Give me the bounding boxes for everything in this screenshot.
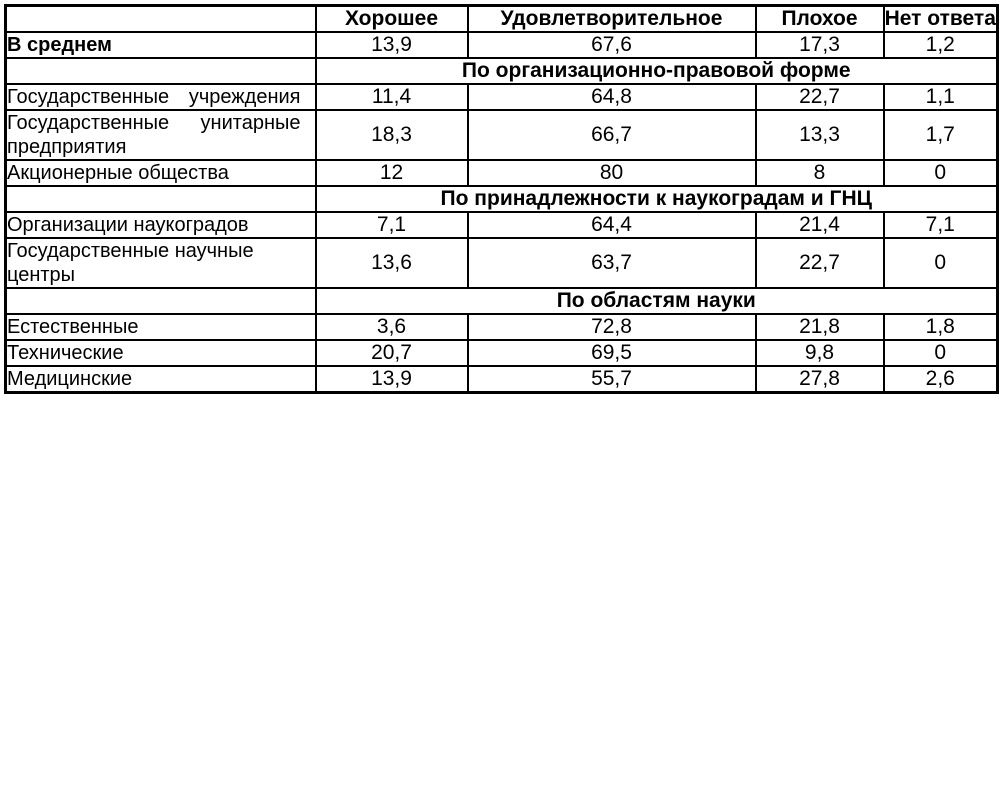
section-title-legal-form: По организационно-правовой форме bbox=[316, 58, 998, 84]
row-label-empty bbox=[6, 58, 316, 84]
cell-bad: 22,7 bbox=[756, 84, 884, 110]
cell-good: 13,9 bbox=[316, 366, 468, 393]
column-header-no-answer: Нет ответа bbox=[884, 6, 998, 33]
row-label: Естественные bbox=[6, 314, 316, 340]
table-row bbox=[6, 84, 998, 110]
cell-no-answer: 1,1 bbox=[884, 84, 998, 110]
row-label: Организации наукоградов bbox=[6, 212, 316, 238]
table-row bbox=[6, 366, 998, 393]
row-label-empty bbox=[6, 186, 316, 212]
row-label: Государственные унитарные предприятия bbox=[6, 110, 316, 160]
cell-no-answer: 1,8 bbox=[884, 314, 998, 340]
table-row bbox=[6, 340, 998, 366]
row-label-empty bbox=[6, 288, 316, 314]
cell-good: 12 bbox=[316, 160, 468, 186]
cell-satisfactory: 55,7 bbox=[468, 366, 756, 393]
table-row bbox=[6, 160, 998, 186]
cell-bad: 21,4 bbox=[756, 212, 884, 238]
cell-satisfactory: 69,5 bbox=[468, 340, 756, 366]
cell-satisfactory: 72,8 bbox=[468, 314, 756, 340]
cell-bad: 13,3 bbox=[756, 110, 884, 160]
cell-no-answer: 7,1 bbox=[884, 212, 998, 238]
cell-good: 13,9 bbox=[316, 32, 468, 58]
table-header bbox=[6, 6, 998, 33]
cell-satisfactory: 67,6 bbox=[468, 32, 756, 58]
cell-no-answer: 2,6 bbox=[884, 366, 998, 393]
row-label: Государственные научные центры bbox=[6, 238, 316, 288]
cell-good: 7,1 bbox=[316, 212, 468, 238]
table-section-row bbox=[6, 186, 998, 212]
column-header-bad: Плохое bbox=[756, 6, 884, 33]
cell-good: 3,6 bbox=[316, 314, 468, 340]
cell-good: 20,7 bbox=[316, 340, 468, 366]
table-header-row bbox=[6, 6, 998, 33]
cell-good: 18,3 bbox=[316, 110, 468, 160]
cell-no-answer: 0 bbox=[884, 238, 998, 288]
row-label: Государственные учреждения bbox=[6, 84, 316, 110]
row-label: Технические bbox=[6, 340, 316, 366]
table-body bbox=[6, 32, 998, 393]
cell-bad: 27,8 bbox=[756, 366, 884, 393]
cell-bad: 8 bbox=[756, 160, 884, 186]
survey-results-table bbox=[4, 4, 999, 394]
cell-no-answer: 0 bbox=[884, 340, 998, 366]
column-header-good: Хорошее bbox=[316, 6, 468, 33]
column-header-label bbox=[6, 6, 316, 33]
cell-bad: 9,8 bbox=[756, 340, 884, 366]
table-section-row bbox=[6, 288, 998, 314]
row-label: Медицинские bbox=[6, 366, 316, 393]
cell-satisfactory: 63,7 bbox=[468, 238, 756, 288]
row-label: Акционерные общества bbox=[6, 160, 316, 186]
section-title-science-fields: По областям науки bbox=[316, 288, 998, 314]
cell-good: 13,6 bbox=[316, 238, 468, 288]
table-row bbox=[6, 238, 998, 288]
row-label: В среднем bbox=[6, 32, 316, 58]
table-section-row bbox=[6, 58, 998, 84]
cell-no-answer: 1,7 bbox=[884, 110, 998, 160]
section-title-naukograd: По принадлежности к наукоградам и ГНЦ bbox=[316, 186, 998, 212]
cell-no-answer: 0 bbox=[884, 160, 998, 186]
cell-bad: 17,3 bbox=[756, 32, 884, 58]
cell-satisfactory: 80 bbox=[468, 160, 756, 186]
cell-bad: 22,7 bbox=[756, 238, 884, 288]
cell-good: 11,4 bbox=[316, 84, 468, 110]
cell-bad: 21,8 bbox=[756, 314, 884, 340]
cell-no-answer: 1,2 bbox=[884, 32, 998, 58]
cell-satisfactory: 66,7 bbox=[468, 110, 756, 160]
cell-satisfactory: 64,8 bbox=[468, 84, 756, 110]
table-row bbox=[6, 314, 998, 340]
column-header-satisfactory: Удовлетворительное bbox=[468, 6, 756, 33]
table-row bbox=[6, 212, 998, 238]
table-row bbox=[6, 110, 998, 160]
table-row bbox=[6, 32, 998, 58]
cell-satisfactory: 64,4 bbox=[468, 212, 756, 238]
